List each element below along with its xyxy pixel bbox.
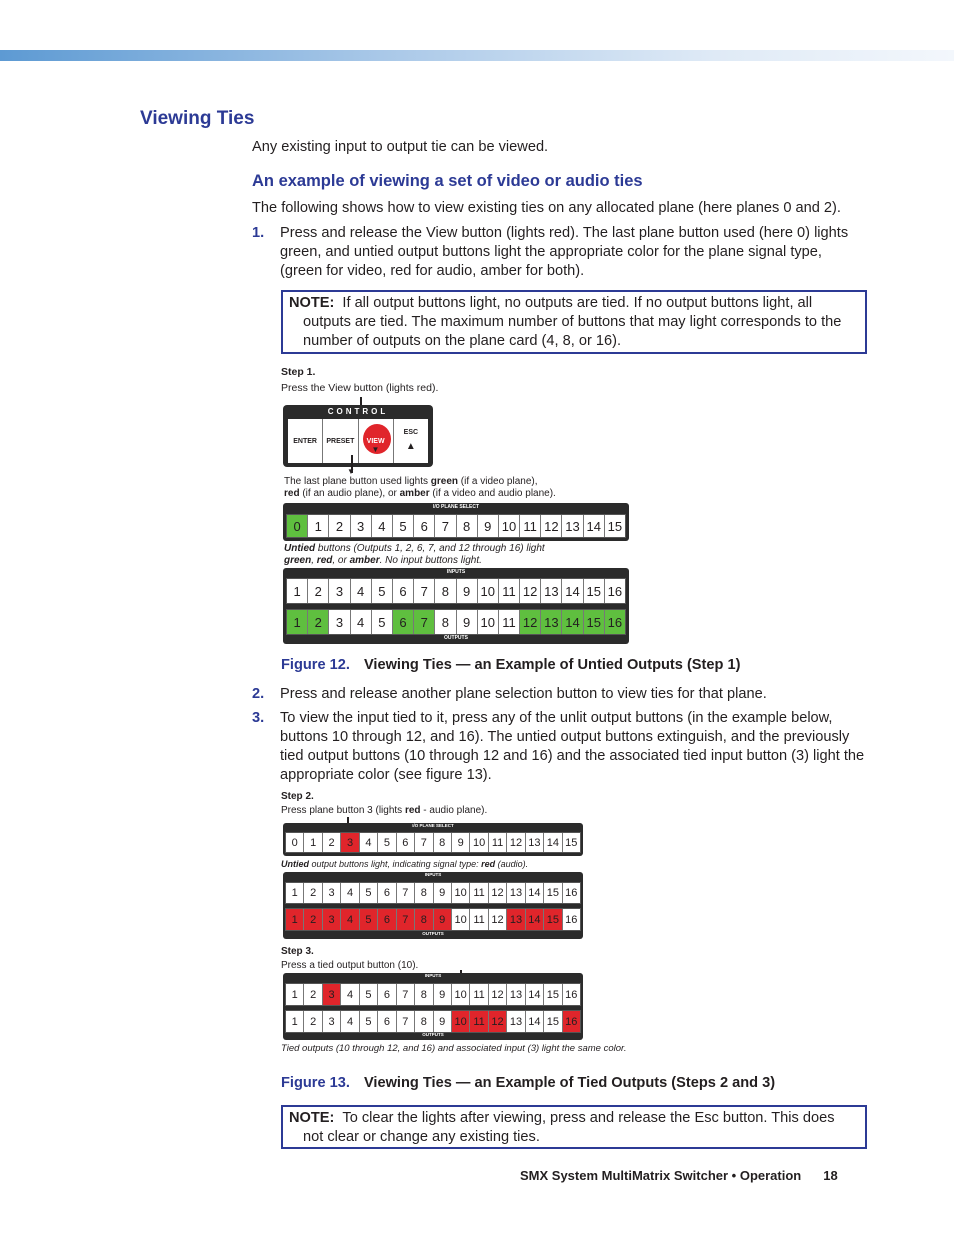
input-button-9[interactable]: 9	[434, 984, 452, 1005]
fig13-io-panel-1: INPUTS 1 2 3 4 5 6 7 8 9 10 11 12 13 14 15 16 1 2 3 4 5 6 7 8 9 10 11 12 13 14 15 16 OUTPUTS	[283, 872, 583, 939]
output-button-12[interactable]: 12	[489, 1011, 507, 1032]
input-button-2[interactable]: 2	[304, 883, 322, 903]
output-button-16[interactable]: 16	[565, 913, 578, 926]
input-button-8[interactable]: 8	[415, 883, 433, 903]
esc-label: ESC	[403, 429, 419, 436]
figure-13-caption: Figure 13. Viewing Ties — an Example of Tied Outputs (Steps 2 and 3)	[281, 1075, 776, 1091]
input-button-15[interactable]: 15	[544, 984, 562, 1005]
fig13-step3-label: Step 3.	[281, 946, 314, 957]
output-button-6[interactable]: 6	[378, 909, 396, 930]
output-button-11[interactable]: 11	[499, 610, 520, 634]
note-text: If all output buttons light, no outputs are tied. If no output buttons light, all outputs are tied. The maximum number of buttons that may light corresponds to the number of outputs on the plane card (4, 8, or 16).	[303, 295, 842, 349]
enter-label: ENTER	[293, 437, 317, 445]
input-button-10[interactable]: 10	[478, 579, 499, 603]
plane-button-1[interactable]: 1	[304, 833, 322, 852]
control-panel	[283, 405, 433, 467]
output-button-4[interactable]: 4	[341, 909, 359, 930]
control-title: CONTROL	[327, 407, 389, 416]
output-button-14[interactable]: 14	[526, 1011, 544, 1032]
input-button-7[interactable]: 7	[397, 883, 415, 903]
output-button-12[interactable]: 12	[489, 909, 507, 930]
inputs-title: INPUTS	[446, 569, 466, 575]
output-button-3[interactable]: 3	[329, 610, 350, 634]
plane-select-panel	[283, 503, 629, 541]
plane-button-0[interactable]: 0	[287, 515, 308, 537]
input-button-12[interactable]: 12	[489, 883, 507, 903]
input-button-5[interactable]: 5	[360, 984, 378, 1005]
plane-button-13[interactable]: 13	[526, 833, 544, 852]
output-button-7[interactable]: 7	[397, 1011, 415, 1032]
plane-button-7[interactable]: 7	[415, 833, 433, 852]
plane-button-2[interactable]: 2	[323, 833, 341, 852]
enter-button[interactable]	[288, 419, 323, 463]
input-button-9[interactable]: 9	[457, 579, 478, 603]
input-button-7[interactable]: 7	[414, 579, 435, 603]
plane-select-title: I/O PLANE SELECT	[432, 504, 480, 510]
output-button-5[interactable]: 5	[360, 1011, 378, 1032]
note-label: NOTE:	[289, 295, 335, 311]
output-button-2[interactable]: 2	[308, 610, 329, 634]
plane-button-12[interactable]: 12	[507, 833, 525, 852]
input-button-13[interactable]: 13	[507, 883, 525, 903]
step-1	[252, 224, 862, 284]
output-button-3[interactable]: 3	[323, 909, 341, 930]
plane-button-10[interactable]: 10	[499, 515, 520, 537]
fig12-untied-note: Untied buttons (Outputs 1, 2, 6, 7, and 12 through 16) light green, red, or amber. No input buttons light.	[284, 543, 545, 566]
plane-button-8[interactable]: 8	[434, 833, 452, 852]
plane-button-12[interactable]: 12	[541, 515, 562, 537]
input-button-3[interactable]: 3	[329, 579, 350, 603]
output-button-6[interactable]: 6	[393, 610, 414, 634]
output-button-4[interactable]: 4	[351, 610, 372, 634]
fig13-tied-note: Tied outputs (10 through 12, and 16) and associated input (3) light the same color.	[281, 1043, 627, 1054]
fig13-output-strip-1	[285, 908, 581, 931]
plane-button-4[interactable]: 4	[372, 515, 393, 537]
fig13-plane-panel: I/O PLANE SELECT 0 1 2 3 4 5 6 7 8 9 10 11 12 13 14 15	[283, 823, 583, 856]
output-button-2[interactable]: 2	[304, 1011, 322, 1032]
input-button-6[interactable]: 6	[393, 579, 414, 603]
input-button-1[interactable]: 1	[286, 883, 304, 903]
plane-button-3[interactable]: 3	[341, 833, 359, 852]
note-box	[281, 290, 867, 354]
output-button-1[interactable]: 1	[286, 1011, 304, 1032]
header-gradient-bar	[0, 50, 954, 61]
output-button-15[interactable]: 15	[544, 1011, 562, 1032]
io-panel	[283, 568, 629, 644]
output-button-14[interactable]: 14	[526, 909, 544, 930]
input-button-14[interactable]: 14	[526, 883, 544, 903]
output-button-9[interactable]: 9	[434, 909, 452, 930]
input-button-15[interactable]: 15	[544, 883, 562, 903]
plane-button-7[interactable]: 7	[435, 515, 456, 537]
output-button-9[interactable]: 9	[434, 1011, 452, 1032]
plane-button-9[interactable]: 9	[452, 833, 470, 852]
output-button-13[interactable]: 13	[541, 610, 562, 634]
preset-button[interactable]	[323, 419, 358, 463]
output-button-8[interactable]: 8	[415, 1011, 433, 1032]
intro-text: Any existing input to output tie can be viewed.	[252, 139, 549, 155]
input-button-16[interactable]: 16	[607, 583, 623, 599]
input-button-11[interactable]: 11	[470, 984, 488, 1005]
plane-button-4[interactable]: 4	[360, 833, 378, 852]
fig13-input-strip-1	[285, 882, 581, 904]
output-button-3[interactable]: 3	[323, 1011, 341, 1032]
plane-button-6[interactable]: 6	[397, 833, 415, 852]
step-number: 1.	[252, 225, 265, 241]
plane-button-3[interactable]: 3	[351, 515, 372, 537]
plane-button-1[interactable]: 1	[308, 515, 329, 537]
input-button-8[interactable]: 8	[435, 579, 456, 603]
output-button-5[interactable]: 5	[372, 610, 393, 634]
view-button[interactable]	[359, 419, 394, 463]
plane-button-14[interactable]: 14	[544, 833, 562, 852]
input-button-1[interactable]: 1	[287, 579, 308, 603]
input-button-3[interactable]: 3	[323, 883, 341, 903]
input-button-1[interactable]: 1	[286, 984, 304, 1005]
fig12-step-label: Step 1.	[281, 366, 316, 378]
plane-button-11[interactable]: 11	[520, 515, 541, 537]
footer-title: SMX System MultiMatrix Switcher • Operation	[520, 1168, 802, 1183]
output-button-15[interactable]: 15	[544, 909, 562, 930]
output-button-12[interactable]: 12	[520, 610, 541, 634]
output-button-1[interactable]: 1	[287, 610, 308, 634]
plane-button-8[interactable]: 8	[457, 515, 478, 537]
input-button-12[interactable]: 12	[489, 984, 507, 1005]
fig13-step2-label: Step 2.	[281, 791, 314, 802]
input-button-16[interactable]: 16	[565, 988, 578, 1001]
output-button-9[interactable]: 9	[457, 610, 478, 634]
input-button-13[interactable]: 13	[507, 984, 525, 1005]
output-button-13[interactable]: 13	[507, 1011, 525, 1032]
input-button-8[interactable]: 8	[415, 984, 433, 1005]
output-button-13[interactable]: 13	[507, 909, 525, 930]
input-button-11[interactable]: 11	[499, 579, 520, 603]
output-button-11[interactable]: 11	[470, 909, 488, 930]
section-heading: Viewing Ties	[140, 108, 255, 129]
page-number: 18	[823, 1168, 838, 1183]
output-button-1[interactable]: 1	[286, 909, 304, 930]
plane-button-14[interactable]: 14	[584, 515, 605, 537]
plane-button-15[interactable]: 15	[607, 518, 623, 534]
chevron-down-icon: ▼	[371, 445, 380, 454]
input-button-14[interactable]: 14	[526, 984, 544, 1005]
fig13-plane-strip	[285, 832, 581, 853]
output-button-4[interactable]: 4	[341, 1011, 359, 1032]
plane-button-9[interactable]: 9	[478, 515, 499, 537]
fig13-input-strip-2	[285, 983, 581, 1006]
output-button-7[interactable]: 7	[414, 610, 435, 634]
fig12-step-text: Press the View button (lights red).	[281, 382, 439, 394]
input-button-6[interactable]: 6	[378, 883, 396, 903]
input-button-5[interactable]: 5	[360, 883, 378, 903]
step-text: Press and release the View button (lights red). The last plane button used (here 0) lights green, and untied output buttons light the appropriate color for the plane signal type, (green for video, red for audio, amber for both).	[280, 225, 849, 279]
fig13-step3-text: Press a tied output button (10).	[281, 960, 419, 971]
input-button-10[interactable]: 10	[452, 984, 470, 1005]
page-footer	[520, 1168, 838, 1183]
input-button-3[interactable]: 3	[323, 984, 341, 1005]
output-button-strip	[286, 609, 626, 635]
plane-button-0[interactable]: 0	[286, 833, 304, 852]
chevron-up-icon: ▲	[405, 441, 416, 452]
input-button-5[interactable]: 5	[372, 579, 393, 603]
plane-button-5[interactable]: 5	[393, 515, 414, 537]
subsection-heading: An example of viewing a set of video or audio ties	[252, 172, 643, 190]
preset-label: PRESET	[326, 437, 355, 445]
lead-text: The following shows how to view existing ties on any allocated plane (here planes 0 and 2).	[252, 200, 841, 216]
plane-button-2[interactable]: 2	[329, 515, 350, 537]
fig13-output-strip-2	[285, 1010, 581, 1033]
esc-button[interactable]	[394, 419, 428, 463]
figure-12-caption: Figure 12. Viewing Ties — an Example of Untied Outputs (Step 1)	[281, 657, 741, 673]
output-button-15[interactable]: 15	[584, 610, 605, 634]
arrow-down-icon: ▼	[347, 467, 355, 476]
input-button-11[interactable]: 11	[470, 883, 488, 903]
input-button-4[interactable]: 4	[341, 883, 359, 903]
output-button-16[interactable]: 16	[605, 610, 625, 634]
input-button-16[interactable]: 16	[565, 887, 578, 899]
plane-button-5[interactable]: 5	[378, 833, 396, 852]
input-button-10[interactable]: 10	[452, 883, 470, 903]
output-button-7[interactable]: 7	[397, 909, 415, 930]
output-button-8[interactable]: 8	[415, 909, 433, 930]
plane-button-11[interactable]: 11	[489, 833, 507, 852]
plane-button-10[interactable]: 10	[470, 833, 488, 852]
input-button-7[interactable]: 7	[397, 984, 415, 1005]
input-button-4[interactable]: 4	[341, 984, 359, 1005]
output-button-10[interactable]: 10	[452, 1011, 470, 1032]
fig13-io-panel-2: INPUTS 1 2 3 4 5 6 7 8 9 10 11 12 13 14 15 16 1 2 3 4 5 6 7 8 9 10 11 12 13 14 15 16 OUTPUTS	[283, 973, 583, 1040]
plane-button-15[interactable]: 15	[565, 836, 578, 849]
output-button-11[interactable]: 11	[470, 1011, 488, 1032]
input-button-strip	[286, 578, 626, 604]
input-button-6[interactable]: 6	[378, 984, 396, 1005]
input-button-14[interactable]: 14	[562, 579, 583, 603]
input-button-15[interactable]: 15	[584, 579, 605, 603]
input-button-13[interactable]: 13	[541, 579, 562, 603]
output-button-16[interactable]: 16	[563, 1011, 580, 1032]
output-button-10[interactable]: 10	[478, 610, 499, 634]
plane-button-6[interactable]: 6	[414, 515, 435, 537]
input-button-2[interactable]: 2	[308, 579, 329, 603]
output-button-10[interactable]: 10	[452, 909, 470, 930]
input-button-2[interactable]: 2	[304, 984, 322, 1005]
output-button-14[interactable]: 14	[562, 610, 583, 634]
note-box-2: NOTE: To clear the lights after viewing, press and release the Esc button. This does not clear or change any existing ties.	[281, 1105, 867, 1149]
fig13-untied-note: Untied output buttons light, indicating signal type: red (audio).	[281, 859, 529, 869]
plane-button-13[interactable]: 13	[562, 515, 583, 537]
step-3: 3. To view the input tied to it, press any of the unlit output buttons (in the example below, buttons 10 through 12, and 16). The untied output buttons extinguish, and the previously tied output buttons (10 through 12 and 16) and the associated tied input button (3) light the appropriate color (see figure 13).	[252, 710, 865, 783]
input-button-12[interactable]: 12	[520, 579, 541, 603]
step-2: 2. Press and release another plane selection button to view ties for that plane.	[252, 686, 767, 702]
view-label: VIEW	[366, 437, 385, 445]
fig12-callout: The last plane button used lights green (if a video plane), red (if an audio plane), or amber (if a video and audio plane).	[284, 476, 556, 499]
fig13-step2-text: Press plane button 3 (lights red - audio plane).	[281, 805, 488, 816]
input-button-9[interactable]: 9	[434, 883, 452, 903]
output-button-5[interactable]: 5	[360, 909, 378, 930]
plane-button-strip	[286, 514, 626, 538]
output-button-2[interactable]: 2	[304, 909, 322, 930]
output-button-6[interactable]: 6	[378, 1011, 396, 1032]
outputs-title: OUTPUTS	[444, 635, 468, 641]
output-button-8[interactable]: 8	[435, 610, 456, 634]
input-button-4[interactable]: 4	[351, 579, 372, 603]
